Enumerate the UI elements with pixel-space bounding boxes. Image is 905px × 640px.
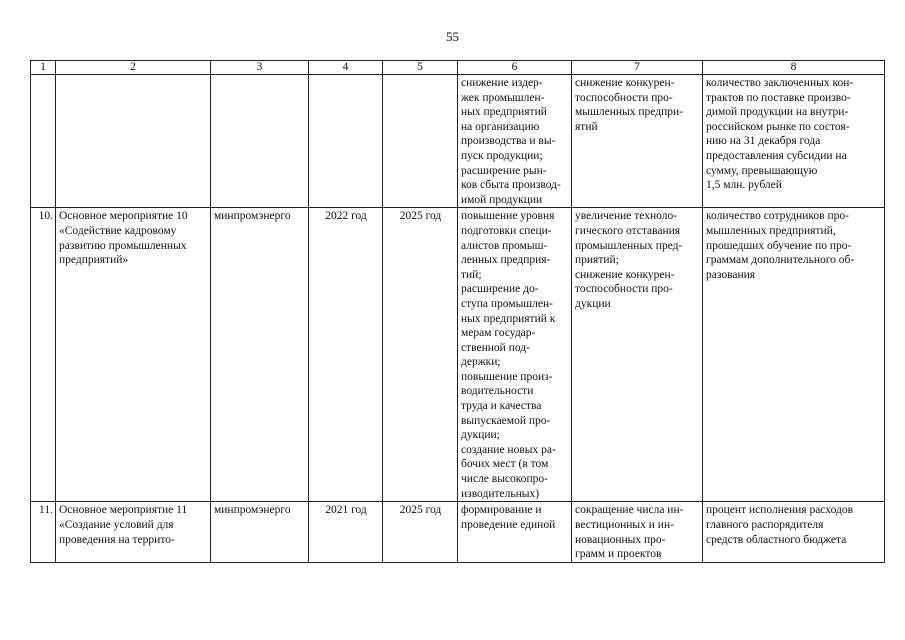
cell-line: российском рынке по состоя- bbox=[706, 120, 850, 133]
cell-line: труда и качества bbox=[461, 400, 542, 413]
cell-line: трактов по поставке произво- bbox=[706, 91, 851, 104]
activity-name bbox=[56, 75, 211, 208]
table-row bbox=[31, 208, 885, 502]
cell-line: тоспособности про- bbox=[575, 283, 673, 296]
cell-line: количество сотрудников про- bbox=[706, 210, 849, 223]
cell-line: разования bbox=[706, 268, 756, 281]
executor bbox=[211, 75, 309, 208]
cell-line: предприятий» bbox=[59, 254, 129, 267]
cell-line: расширение рын- bbox=[461, 164, 547, 177]
non-implementation-consequences bbox=[572, 502, 703, 562]
header-cell: 2 bbox=[56, 61, 211, 75]
cell-line: увеличение техноло- bbox=[575, 210, 678, 223]
cell-line: 1,5 млн. рублей bbox=[706, 179, 782, 192]
cell-line: димой продукции на внутри- bbox=[706, 106, 849, 119]
cell-line: числе высокопро- bbox=[461, 473, 549, 486]
program-table bbox=[30, 60, 885, 563]
non-implementation-consequences bbox=[572, 75, 703, 208]
cell-line: формирование и bbox=[461, 504, 542, 517]
target-indicator bbox=[703, 75, 885, 208]
activity-name bbox=[56, 208, 211, 502]
cell-line: повышение произ- bbox=[461, 370, 553, 383]
cell-line: повышение уровня bbox=[461, 210, 555, 223]
cell-line: главного распорядителя bbox=[706, 518, 824, 531]
cell-line: «Содействие кадровому bbox=[59, 224, 177, 237]
table-row bbox=[31, 502, 885, 562]
cell-line: расширение до- bbox=[461, 283, 539, 296]
header-cell: 5 bbox=[383, 61, 458, 75]
cell-line: предоставления субсидии на bbox=[706, 149, 847, 162]
cell-line: сокращение числа ин- bbox=[575, 504, 684, 517]
header-cell: 8 bbox=[703, 61, 885, 75]
cell-line: выпускаемой про- bbox=[461, 414, 551, 427]
cell-line: проведение единой bbox=[461, 518, 556, 531]
start-year: 2021 год bbox=[309, 502, 383, 562]
cell-line: пуск продукции; bbox=[461, 149, 543, 162]
activity-name bbox=[56, 502, 211, 562]
executor: минпромэнерго bbox=[211, 502, 309, 562]
cell-line: ятий bbox=[575, 120, 598, 133]
cell-line: приятий; bbox=[575, 254, 619, 267]
cell-line: ных предприятий bbox=[461, 106, 547, 119]
cell-line: мышленных предпри- bbox=[575, 106, 683, 119]
target-indicator bbox=[703, 502, 885, 562]
header-cell: 1 bbox=[31, 61, 56, 75]
cell-line: бочих мест (в том bbox=[461, 458, 549, 471]
cell-line: ственной под- bbox=[461, 341, 530, 354]
header-cell: 6 bbox=[458, 61, 572, 75]
cell-line: жек промышлен- bbox=[461, 91, 545, 104]
end-year bbox=[383, 75, 458, 208]
cell-line: количество заключенных кон- bbox=[706, 77, 854, 89]
cell-line: создание новых ра- bbox=[461, 443, 556, 456]
cell-line: процент исполнения расходов bbox=[706, 504, 854, 517]
cell-line: промышленных пред- bbox=[575, 239, 683, 252]
cell-line: сумму, превышающую bbox=[706, 164, 818, 177]
cell-line: изводительных) bbox=[461, 487, 540, 500]
end-year: 2025 год bbox=[383, 502, 458, 562]
end-year: 2025 год bbox=[383, 208, 458, 502]
cell-line: дукции bbox=[575, 297, 611, 310]
row-number: 10. bbox=[31, 208, 56, 502]
cell-line: на организацию bbox=[461, 120, 540, 133]
cell-line: вестиционных и ин- bbox=[575, 518, 674, 531]
cell-line: дукции; bbox=[461, 429, 500, 442]
cell-line: проведения на террито- bbox=[59, 533, 175, 546]
cell-line: ных предприятий к bbox=[461, 312, 556, 325]
cell-line: прошедших обучение по про- bbox=[706, 239, 852, 252]
start-year bbox=[309, 75, 383, 208]
header-cell: 3 bbox=[211, 61, 309, 75]
cell-line: мышленных предприятий, bbox=[706, 224, 836, 237]
executor: минпромэнерго bbox=[211, 208, 309, 502]
cell-line: ленных предприя- bbox=[461, 254, 551, 267]
non-implementation-consequences bbox=[572, 208, 703, 502]
cell-line: алистов промыш- bbox=[461, 239, 548, 252]
cell-line: Основное мероприятие 11 bbox=[59, 504, 188, 517]
cell-line: гического отставания bbox=[575, 224, 681, 237]
cell-line: новационных про- bbox=[575, 533, 666, 546]
header-cell: 7 bbox=[572, 61, 703, 75]
start-year: 2022 год bbox=[309, 208, 383, 502]
cell-line: производства и вы- bbox=[461, 135, 556, 148]
cell-line: подготовки специ- bbox=[461, 224, 552, 237]
cell-line: ков сбыта производ- bbox=[461, 179, 561, 192]
expected-result bbox=[458, 75, 572, 208]
cell-line: Основное мероприятие 10 bbox=[59, 210, 188, 223]
row-number bbox=[31, 75, 56, 208]
cell-line: водительности bbox=[461, 385, 534, 398]
cell-line: мерам государ- bbox=[461, 327, 536, 340]
page-number: 55 bbox=[446, 29, 459, 44]
cell-line: граммам дополнительного об- bbox=[706, 254, 855, 267]
cell-line: тий; bbox=[461, 268, 482, 281]
row-number: 11. bbox=[31, 502, 56, 562]
table-header-row bbox=[31, 61, 885, 75]
expected-result bbox=[458, 502, 572, 562]
cell-line: снижение конкурен- bbox=[575, 268, 675, 281]
cell-line: тоспособности про- bbox=[575, 91, 673, 104]
cell-line: имой продукции bbox=[461, 193, 543, 206]
cell-line: «Создание условий для bbox=[59, 518, 174, 531]
header-cell: 4 bbox=[309, 61, 383, 75]
expected-result bbox=[458, 208, 572, 502]
table-row bbox=[31, 75, 885, 208]
cell-line: снижение конкурен- bbox=[575, 77, 675, 89]
cell-line: грамм и проектов bbox=[575, 548, 662, 561]
cell-line: средств областного бюджета bbox=[706, 533, 847, 546]
cell-line: держки; bbox=[461, 356, 501, 369]
cell-line: ступа промышлен- bbox=[461, 297, 553, 310]
target-indicator bbox=[703, 208, 885, 502]
cell-line: развитию промышленных bbox=[59, 239, 187, 252]
cell-line: снижение издер- bbox=[461, 77, 543, 89]
cell-line: нию на 31 декабря года bbox=[706, 135, 821, 148]
